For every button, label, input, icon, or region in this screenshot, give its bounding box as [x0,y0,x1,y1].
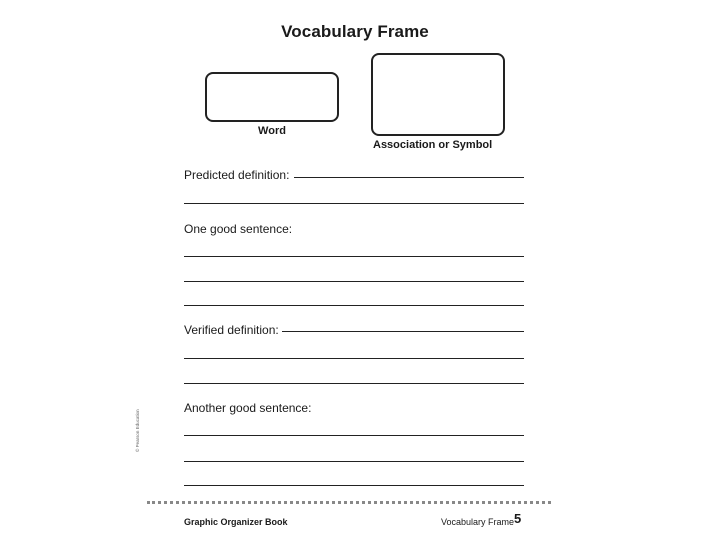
footer-divider [147,501,551,504]
another-sentence-line-1[interactable] [184,435,524,436]
association-label: Association or Symbol [373,139,493,151]
predicted-definition-line-2[interactable] [184,203,524,204]
another-sentence-line-3[interactable] [184,485,524,486]
word-box[interactable] [205,72,339,122]
predicted-definition-line-1[interactable] [294,177,524,178]
verified-definition-label: Verified definition: [184,323,279,337]
verified-definition-line-3[interactable] [184,383,524,384]
footer-book-title: Graphic Organizer Book [184,517,288,527]
footer-page-number: 5 [514,511,522,526]
another-sentence-line-2[interactable] [184,461,524,462]
word-label: Word [258,125,286,137]
page-title: Vocabulary Frame [281,22,429,41]
predicted-definition-label: Predicted definition: [184,168,290,182]
verified-definition-line-2[interactable] [184,358,524,359]
sentence-label: One good sentence: [184,222,293,236]
association-box[interactable] [371,53,505,136]
another-sentence-label: Another good sentence: [184,401,312,415]
verified-definition-line-1[interactable] [282,331,524,332]
sentence-line-1[interactable] [184,256,524,257]
copyright-notice: © Pearson Education [135,409,140,452]
sentence-line-2[interactable] [184,281,524,282]
footer-section-title: Vocabulary Frame [441,517,515,527]
sentence-line-3[interactable] [184,305,524,306]
